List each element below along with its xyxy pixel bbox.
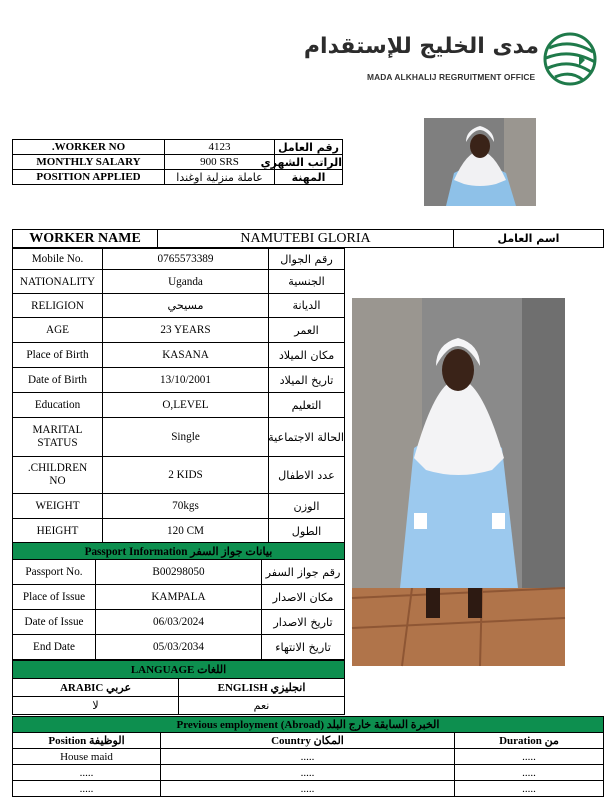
- detail-value: 120 CM: [103, 519, 269, 544]
- column-header-duration: Duration من: [455, 733, 604, 749]
- passport-arabic-label: تاريخ الانتهاء: [262, 635, 345, 660]
- detail-arabic-label: الديانة: [269, 294, 345, 318]
- detail-row: [13, 368, 345, 393]
- detail-value: 23 YEARS: [103, 318, 269, 343]
- employment-duration: .....: [455, 781, 604, 797]
- detail-row: [13, 318, 345, 343]
- detail-value: Uganda: [103, 270, 269, 294]
- detail-arabic-label: العمر: [269, 318, 345, 343]
- worker-photo-large: [352, 298, 565, 666]
- detail-row: [13, 270, 345, 294]
- detail-label: .CHILDREN NO: [13, 457, 103, 494]
- summary-table: [12, 139, 343, 185]
- detail-label: Mobile No.: [13, 249, 103, 270]
- detail-value: 0765573389: [103, 249, 269, 270]
- passport-arabic-label: مكان الاصدار: [262, 585, 345, 610]
- logo-arabic-text: مدى الخليج للإستقدام: [303, 34, 539, 59]
- detail-value: O,LEVEL: [103, 393, 269, 418]
- summary-value: 900 SRS: [165, 155, 275, 170]
- detail-arabic-label: الوزن: [269, 494, 345, 519]
- detail-value: 13/10/2001: [103, 368, 269, 393]
- language-arabic-value: لا: [13, 697, 179, 715]
- passport-label: Date of Issue: [13, 610, 96, 635]
- company-logo: [303, 30, 599, 92]
- detail-label: HEIGHT: [13, 519, 103, 544]
- previous-employment-column-headers: [13, 733, 604, 749]
- passport-arabic-label: تاريخ الاصدار: [262, 610, 345, 635]
- previous-employment-table: [12, 716, 604, 797]
- worker-name-value: NAMUTEBI GLORIA: [158, 230, 454, 248]
- previous-employment-header: Previous employment (Abroad) الخبرة السابقة خارج البلد: [13, 717, 604, 733]
- summary-arabic-label: رقم العامل: [275, 140, 343, 155]
- language-table: [12, 660, 345, 715]
- detail-row: [13, 418, 345, 457]
- detail-arabic-label: التعليم: [269, 393, 345, 418]
- detail-label: WEIGHT: [13, 494, 103, 519]
- summary-arabic-label: الراتب الشهري: [260, 155, 342, 169]
- worker-photo-small: [424, 118, 536, 206]
- passport-label: End Date: [13, 635, 96, 660]
- employment-position: .....: [13, 765, 161, 781]
- logo-english-text: MADA ALKHALIJ REGRUITMENT OFFICE: [367, 72, 536, 82]
- passport-row: [13, 585, 345, 610]
- language-english-value: نعم: [179, 697, 345, 715]
- detail-arabic-label: رقم الجوال: [269, 249, 345, 270]
- employment-duration: .....: [455, 765, 604, 781]
- passport-row: [13, 610, 345, 635]
- summary-row-position: [13, 170, 343, 185]
- worker-name-label: WORKER NAME: [13, 230, 158, 248]
- detail-arabic-label: مكان الميلاد: [269, 343, 345, 368]
- detail-label: Education: [13, 393, 103, 418]
- summary-arabic-label: المهنة: [275, 170, 343, 185]
- summary-label: POSITION APPLIED: [13, 170, 165, 185]
- passport-table: [12, 542, 345, 660]
- summary-label: .WORKER NO: [13, 140, 165, 155]
- table-row: [13, 765, 604, 781]
- detail-row: [13, 393, 345, 418]
- passport-row: [13, 635, 345, 660]
- detail-label: RELIGION: [13, 294, 103, 318]
- detail-label: Place of Birth: [13, 343, 103, 368]
- passport-value: 05/03/2034: [96, 635, 262, 660]
- detail-arabic-label: الجنسية: [269, 270, 345, 294]
- passport-value: 06/03/2024: [96, 610, 262, 635]
- worker-name-table: [12, 229, 604, 248]
- detail-arabic-label: الطول: [269, 519, 345, 544]
- language-english-label: ENGLISH انجليزي: [179, 679, 345, 697]
- employment-duration: .....: [455, 749, 604, 765]
- language-arabic-label: ARABIC عربي: [13, 679, 179, 697]
- detail-arabic-label: تاريخ الميلاد: [269, 368, 345, 393]
- detail-value: KASANA: [103, 343, 269, 368]
- employment-country: .....: [161, 781, 455, 797]
- passport-value: B00298050: [96, 560, 262, 585]
- worker-name-arabic-label: اسم العامل: [454, 230, 604, 248]
- passport-section-header: Passport Information بيانات جواز السفر: [13, 543, 345, 560]
- detail-label: NATIONALITY: [13, 270, 103, 294]
- employment-position: House maid: [13, 749, 161, 765]
- detail-label: MARITAL STATUS: [13, 418, 103, 457]
- summary-row-worker-no: [13, 140, 343, 155]
- detail-row: [13, 294, 345, 318]
- detail-row: [13, 494, 345, 519]
- detail-value: 2 KIDS: [103, 457, 269, 494]
- column-header-country: Country المكان: [161, 733, 455, 749]
- detail-value: مسيحي: [103, 294, 269, 318]
- summary-value: عاملة منزلية اوغندا: [165, 170, 275, 185]
- passport-label: Place of Issue: [13, 585, 96, 610]
- detail-row: [13, 343, 345, 368]
- logo-globe-icon: [541, 30, 599, 88]
- details-table: [12, 248, 345, 544]
- passport-label: Passport No.: [13, 560, 96, 585]
- detail-arabic-label: عدد الاطفال: [269, 457, 345, 494]
- language-section-header: LANGUAGE اللغات: [13, 661, 345, 679]
- summary-value: 4123: [165, 140, 275, 155]
- detail-value: 70kgs: [103, 494, 269, 519]
- detail-arabic-label: الحالة الاجتماعية: [269, 418, 345, 457]
- detail-value: Single: [103, 418, 269, 457]
- detail-row: [13, 457, 345, 494]
- summary-label: MONTHLY SALARY: [13, 155, 165, 170]
- detail-label: AGE: [13, 318, 103, 343]
- column-header-position: Position الوظيفة: [13, 733, 161, 749]
- detail-label: Date of Birth: [13, 368, 103, 393]
- employment-position: .....: [13, 781, 161, 797]
- employment-country: .....: [161, 765, 455, 781]
- detail-row: [13, 519, 345, 544]
- passport-value: KAMPALA: [96, 585, 262, 610]
- table-row: [13, 749, 604, 765]
- detail-row: [13, 249, 345, 270]
- employment-country: .....: [161, 749, 455, 765]
- table-row: [13, 781, 604, 797]
- passport-arabic-label: رقم جواز السفر: [262, 560, 345, 585]
- summary-row-salary: [13, 155, 343, 170]
- passport-row: [13, 560, 345, 585]
